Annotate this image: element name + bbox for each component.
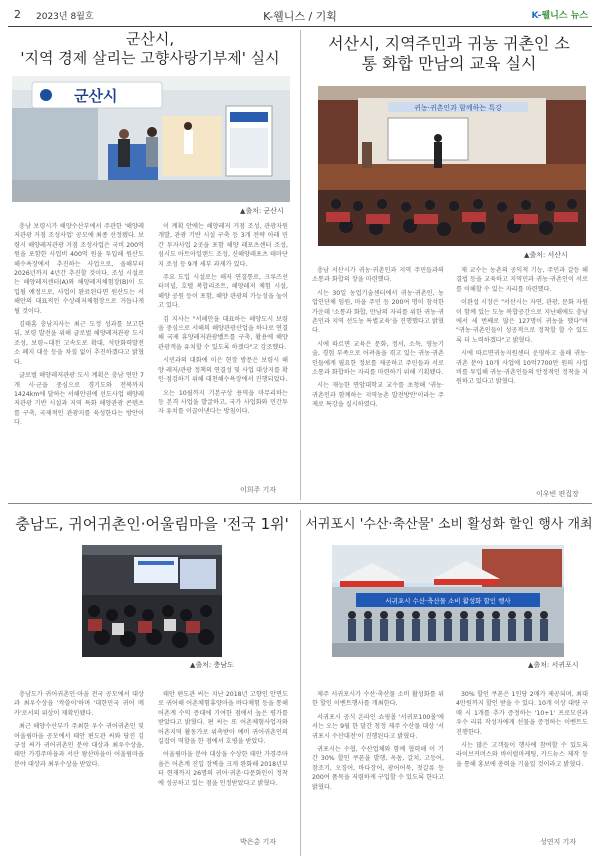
article2-byline: 이우빈 편집장 bbox=[536, 490, 579, 498]
paragraph: 충남도가 귀어귀촌인·마을 전국 공모에서 대상과 최우수상을 '싹쓸이'하며 '대한민국 귀어 메카'로서의 위상이 재확인됐다. bbox=[14, 691, 144, 717]
paragraph: 글로벌 해양레저관광 도시 계획은 충남 연안 7개 시·군을 중심으로 경기도와 전북까지 1424km에 달하는 서해안권에 선도사업 해양레저관광 기반 시설과 지역 특화 해양관광 콘텐츠를 구축, 국제적인 관광지를 육성한다는 방안이다. bbox=[14, 372, 144, 427]
section-title: K-웰니스 / 기획 bbox=[263, 10, 337, 23]
article4-byline: 성연지 기자 bbox=[540, 838, 577, 846]
article3-photo-credit: ▲출처: 충남도 bbox=[190, 661, 234, 669]
article2-photo-credit: ▲출처: 서산시 bbox=[524, 251, 568, 259]
paragraph: 30% 할인 쿠폰은 1인당 2매가 제공되며, 최대 4만원까지 할인 받을 수 있다. 10개 이상 대량 구매 시 1개를 추가 증정하는 '10+1' 프로모션과 우수 리뷰 작성자에게 선물을 증정하는 이벤트도 진행한다. bbox=[456, 691, 588, 736]
article2-column1 bbox=[312, 266, 444, 414]
paragraph: 어울림마을 분야 대상을 수상한 태안 가경주마을은 어촌계 진입 장벽을 크게 완화해 2018년부터 현재까지 26명의 귀어·귀촌·다문화인이 정착에 성공하고 있는 점을 인정받았다고 밝혔다. bbox=[158, 751, 288, 787]
paragraph: 최근 해양수산부가 주최한 우수 귀어귀촌인 및 어울림마을 공모에서 태안 편도관 씨와 당진 김규성 씨가 귀어귀촌인 분야 대상과 최우수상을, 태안 가경주마을과 서산 왕산마을이 어울림마을 분야 대상과 최우수상을 받았다. bbox=[14, 723, 144, 768]
paragraph: 시민과의 대화에 이은 현장 방문은 보령시 해양 레저/관광 정책의 연결성 및 사업 대상지를 확인·점검하기 위해 대천해수욕장에서 진행되었다. bbox=[158, 357, 288, 384]
article2-column2 bbox=[456, 266, 588, 391]
article4-column1 bbox=[312, 690, 444, 796]
paragraph: 이 계획 안에는 해양레저 거점 조성, 관광자원 개발, 관광 기반 시설 구축 등 3개 전략 아래 민간 투자사업 2곳을 포함 해양 레포츠센터 조성, 섬시도 아트아일랜드 조성, 신해양레포츠 테마단지 조성 등 9개 세부 과제가 있다. bbox=[158, 223, 288, 268]
section-divider bbox=[8, 503, 592, 504]
article3-title: 충남도, 귀어귀촌인·어울림마을 '전국 1위' bbox=[15, 515, 289, 533]
paragraph: 제주 서귀포시가 수산·축산물 소비 활성화를 위한 할인 이벤트행사를 개최한다. bbox=[312, 691, 444, 708]
paragraph: 이완섭 시장은 "서산시는 자연, 관광, 문화 자원이 함께 있는 도농 복합공간으로 지난해에도 충남에서 세 번째로 많은 127명이 귀농을 했다"며 "귀농·귀촌인들이 성공적으로 정착할 할 수 있도록 더 노력하겠다"고 밝혔다. bbox=[456, 299, 588, 344]
newspaper-logo: K-웰니스 뉴스 bbox=[531, 11, 588, 21]
paragraph: 시는 많은 고객들이 행사에 참여할 수 있도록 라이브커머스와 바이럴마케팅, 카드뉴스 제작 등을 통해 홍보에 총력을 기울일 것이라고 밝혔다. bbox=[456, 742, 588, 768]
paragraph: 시에 따르면 교육은 문화, 정서, 소득, 영농기술, 경험 부족으로 어려움을 겪고 있는 귀농·귀촌인들에게 필요한 정보를 제공하고 주민들과 서로 소통과 화합하는 자리를 마련하기 위해 기획됐다. bbox=[312, 340, 444, 377]
paragraph: 서귀포시 공식 온라인 쇼핑몰 '서귀포100몰'에서는 오는 9월 한 달간 청정 제주 수산물 대상 '서귀포시 수산대전'이 진행된다고 밝혔다. bbox=[312, 713, 444, 740]
paragraph: 김 지사는 "서해안을 대표하는 해양도시 보령을 중심으로 서해의 해양관광산업을 하나로 연결해 국제 휴양레저관광벨트를 구축, 활용에 해양 관광객을 유치할 수 있도록 하겠다"고 강조했다. bbox=[158, 315, 288, 351]
article3-column1 bbox=[14, 690, 144, 773]
paragraph: 충남 서산시가 귀농·귀촌인과 지역 주민들과의 소통과 화합의 장을 마련했다. bbox=[312, 267, 444, 284]
paragraph: 오는 10월까지 기본구상 용역을 마무리하는 등 본격 사업을 발굴하고, 국가 사업화와 민간투자 유치를 이끌어낸다는 방침이다. bbox=[158, 389, 288, 416]
paragraph: 태안 편도관 씨는 지난 2018년 고향인 안면도로 귀어해 어촌체험휴양마을 바다체험 등을 통해 어촌계 수익 증대에 기여한 점에서 높은 평가를 받았다고 밝혔다. 편 씨는 또 어촌체험사업자와 어촌지역 활동가로 위촉받아 예비 귀어귀촌인의 길잡이 역할을 한 점에서 호평을 받았다. bbox=[158, 691, 288, 746]
paragraph: 귀포시는 수협, 수산업체와 함께 협력해 이 기간 30% 할인 쿠폰을 발행, 옥돔, 갈치, 고등어, 참조기, 오징어, 바다장어, 광어어묵, 젓갈류 등 200여 품목을 저렴하게 구입할 수 있도록 한다고 밝혔다. bbox=[312, 746, 444, 791]
article1-title: 군산시, '지역 경제 살리는 고향사랑기부제' 실시 bbox=[20, 30, 280, 67]
paragraph: 주요 도입 시설로는 해저 연결통로, 크루즈선 터미널, 호텔 복합리조트, 해양레저 체험 시설, 해양 공원 등이 포함, 해양 관광의 가능성을 높이고 있다. bbox=[158, 274, 288, 310]
paragraph: 시는 30일 농업기술센터에서 귀농·귀촌인, 농업인단체 임원, 마을 주민 등 200여 명이 참석한 가운데 '소통과 화합, 만남의 자리를 위한 귀농·귀촌인과 지역 선도농 특별교육'을 진행했다고 밝혔다. bbox=[312, 289, 444, 335]
article4-column2 bbox=[456, 690, 588, 773]
article3-byline: 박은총 기자 bbox=[240, 838, 277, 846]
article2-title: 서산시, 지역주민과 귀농 귀촌인 소 통 화합 만남의 교육 실시 bbox=[328, 34, 570, 73]
booth-sign: 군산시 bbox=[74, 87, 118, 105]
article4-photo bbox=[332, 545, 564, 657]
paragraph: 시에 따르면귀농지원센터 운영하고 올해 귀농·귀촌 분야 10개 사업에 10억7700만 원의 사업비를 투입해 귀농·귀촌인들의 안정적인 정착을 지원하고 있다고 밝혔다. bbox=[456, 350, 588, 386]
article3-photo bbox=[82, 545, 222, 657]
article1-photo bbox=[12, 76, 290, 202]
article1-photo-credit: ▲출처: 군산시 bbox=[240, 207, 284, 215]
article2-photo bbox=[318, 86, 586, 246]
article4-title: 서귀포시 '수산·축산물' 소비 활성화 할인 행사 개최 bbox=[305, 517, 593, 532]
page-header bbox=[8, 4, 592, 27]
paragraph: 재 교수는 농촌의 공익적 기능, 주민과 갈등 해결법 등을 교육하고 지역민과 귀농·귀촌인이 서로를 이해할 수 있는 자리를 마련했다. bbox=[456, 267, 588, 293]
article4-photo-credit: ▲출처: 서귀포시 bbox=[528, 661, 579, 669]
article1-column2 bbox=[158, 222, 288, 421]
event-banner: 서귀포시 수산·축산물 소비 활성화 할인 행사 bbox=[385, 597, 511, 605]
paragraph: 시는 재능한 연암대학교 교수를 초청해 '귀농·귀촌인과 함께하는 지역농촌 발전방안'이라는 주제로 특강을 실시하였다. bbox=[312, 382, 444, 409]
column-divider bbox=[300, 510, 301, 856]
article3-column2 bbox=[158, 690, 288, 792]
paragraph: 충남 보령시가 해양수산부에서 주관한 '해양레저관광 거점 조성사업' 공모에 최종 선정됐다. 보령시 해양레저관광 거점 조성사업은 국비 200억 원을 포함한 사업비 400억 원을 투입해 원산도해수욕장에서 추진하는 사업으로, 올해부터 2026년까지 4년간 추진할 것이다. 조성 시설로는 해양레저센터(A)와 해양레저체험장(B)이 도입될 예정으로, 사업이 완료된다면 원산도는 서해안의 대표적인 수상레저체험장으로 거듭나게 될 것이다. bbox=[14, 223, 144, 315]
article1-column1 bbox=[14, 222, 144, 432]
paragraph: 김태흠 충남지사는 최근 도정 성과를 보고한 뒤, 보령 발전을 위해 글로벌 해양레저관광 도시 조성, 보령~대천 고속도로 확대, 석탄화력발전소 폐지 대응 등을 차질 없이 추진하겠다고 밝혔다. bbox=[14, 321, 144, 366]
column-divider bbox=[300, 30, 301, 500]
page-number: 2 bbox=[14, 8, 21, 21]
issue-date: 2023년 8월호 bbox=[36, 12, 94, 22]
article1-byline: 이희주 기자 bbox=[240, 486, 277, 494]
seminar-banner: 귀농·귀촌인과 함께하는 특강 bbox=[414, 104, 502, 112]
